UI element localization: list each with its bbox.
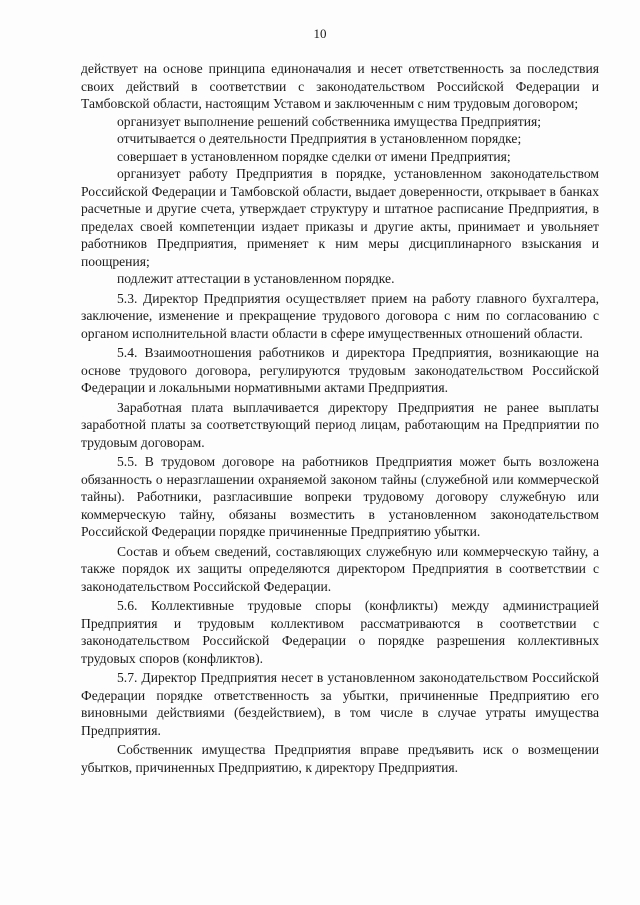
document-body — [81, 60, 599, 776]
paragraph-1: действует на основе принципа единоначалия и несет ответственность за последствия своих действий в соответствии с законодательством Российской Федерации и Тамбовской области, настоящим Уставом и заключенным с ним трудовым договором; — [81, 61, 599, 111]
page-number: 10 — [313, 26, 327, 41]
paragraph-salary: Заработная плата выплачивается директору Предприятия не ранее выплаты заработной платы за соответствующий период лицам, работающим на Предприятии по трудовым договорам. — [81, 399, 599, 450]
paragraph-secrets-scope: Состав и объем сведений, составляющих служебную или коммерческую тайну, а также порядок их защиты определяются директором Предприятия в соответствии с законодательством Российской Федерации. — [81, 543, 599, 594]
paragraph-5-6: 5.6. Коллективные трудовые споры (конфликты) между администрацией Предприятия и трудовым коллективом рассматриваются в соответствии с законодательством Российской Федерации о порядке разрешения коллективных трудовых споров (конфликтов). — [81, 598, 599, 666]
paragraph-6: подлежит аттестации в установленном порядке. — [117, 271, 395, 286]
paragraph-5-5: 5.5. В трудовом договоре на работников Предприятия может быть возложена обязанность о неразглашении охраняемой законом тайны (служебной или коммерческой тайны). Работники, разгласившие вопреки трудовому договору служебную или коммерческую тайну, обязаны возместить в установленном законодательством Российской Федерации порядке причиненные Предприятию убытки. — [81, 454, 599, 539]
paragraph-5: организует работу Предприятия в порядке, установленном законодательством Российской Федерации и Тамбовской области, выдает доверенности, открывает в банках расчетные и другие счета, утверждает структуру и штатное расписание Предприятия, в пределах своей компетенции издает приказы и другие акты, принимает и увольняет работников Предприятия, применяет к ним меры дисциплинарного взыскания и поощрения; — [81, 166, 599, 269]
paragraph-owner-claim: Собственник имущества Предприятия вправе предъявить иск о возмещении убытков, причиненных Предприятию, к директору Предприятия. — [81, 742, 599, 775]
paragraph-5-3: 5.3. Директор Предприятия осуществляет прием на работу главного бухгалтера, заключение, изменение и прекращение трудового договора с ним по согласованию с органом исполнительной власти области в сфере имущественных отношений области. — [81, 290, 599, 341]
paragraph-3: отчитывается о деятельности Предприятия в установленном порядке; — [117, 131, 522, 146]
paragraph-4: совершает в установленном порядке сделки от имени Предприятия; — [117, 148, 511, 164]
paragraph-5-4: 5.4. Взаимоотношения работников и директора Предприятия, возникающие на основе трудового договора, регулируются трудовым законодательством Российской Федерации и локальными нормативными актами Предприятия. — [81, 345, 599, 395]
paragraph-5-7: 5.7. Директор Предприятия несет в установленном законодательством Российской Федерации порядке ответственность за убытки, причиненные Предприятию его виновными действиями (бездействием), в том числе в случае утраты имущества Предприятия. — [81, 670, 599, 738]
paragraph-2: организует выполнение решений собственника имущества Предприятия; — [117, 113, 542, 129]
